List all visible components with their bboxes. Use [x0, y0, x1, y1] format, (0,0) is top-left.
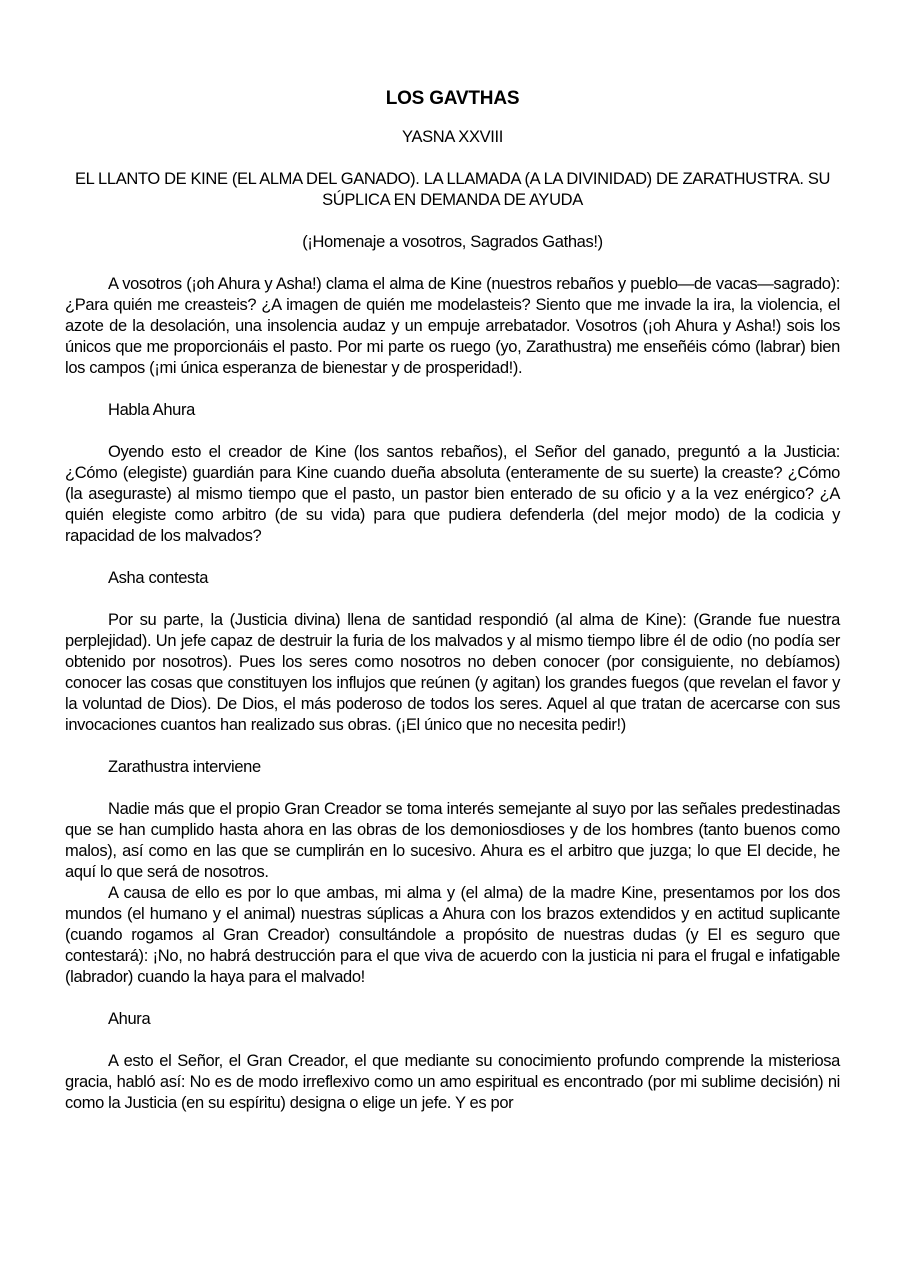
speaker-label-zarathustra-interviene: Zarathustra interviene: [108, 758, 261, 776]
document-page: [65, 86, 840, 1135]
invocation-line: (¡Homenaje a vosotros, Sagrados Gathas!): [302, 233, 603, 251]
speaker-label-habla-ahura: Habla Ahura: [108, 401, 195, 419]
paragraph-kine-lament: A vosotros (¡oh Ahura y Asha!) clama el alma de Kine (nuestros rebaños y pueblo—de vacas—sagrado): ¿Para quién me creasteis? ¿A imagen de quién me modelasteis? Siento que me invade la ira, la violencia, el azote de la desolación, una insolencia audaz y un empuje arrebatador. Vosotros (¡oh Ahura y Asha!) sois los únicos que me proporcionáis el pasto. Por mi parte os ruego (yo, Zarathustra) me enseñéis cómo (labrar) bien los campos (¡mi única esperanza de bienestar y de prosperidad!).: [65, 275, 840, 377]
paragraph-asha-answer: Por su parte, la (Justicia divina) llena de santidad respondió (al alma de Kine): (Grande fue nuestra perplejidad). Un jefe capaz de destruir la furia de los malvados y al mismo tiempo libre él de odio (no podía ser obtenido por nosotros). Pues los seres como nosotros no deben conocer (por consiguiente, no debíamos) conocer las cosas que constituyen los influjos que reúnen (y agitan) los grandes fuegos (que revelan el favor y la voluntad de Dios). De Dios, el más poderoso de todos los seres. Aquel al que tratan de acercarse con sus invocaciones cuantos han realizado sus obras. (¡El único que no necesita pedir!): [65, 611, 840, 734]
paragraph-ahura-question: Oyendo esto el creador de Kine (los santos rebaños), el Señor del ganado, preguntó a la Justicia: ¿Cómo (elegiste) guardián para Kine cuando dueña absoluta (enteramente de su suerte) la creaste? ¿Cómo (la aseguraste) al mismo tiempo que el pasto, un pastor bien enterado de su oficio y a la vez enérgico? ¿A quién elegiste como arbitro (de su vida) para que pudiera defenderla (del mejor modo) de la codicia y rapacidad de los malvados?: [65, 443, 840, 545]
document-title: LOS GAVTHAS: [385, 88, 520, 109]
paragraph-zarathustra-2: A causa de ello es por lo que ambas, mi alma y (el alma) de la madre Kine, presentamos por los dos mundos (el humano y el animal) nuestras súplicas a Ahura con los brazos extendidos y en actitud suplicante (cuando rogamos al Gran Creador) consultándole a propósito de nuestras dudas (y El es seguro que contestará): ¡No, no habrá destrucción para el que viva de acuerdo con la justicia ni para el frugal e infatigable (labrador) cuando la haya para el malvado!: [65, 884, 840, 986]
chapter-heading: YASNA XXVIII: [402, 128, 503, 146]
speaker-label-ahura: Ahura: [108, 1010, 151, 1028]
speaker-label-asha-contesta: Asha contesta: [108, 569, 209, 587]
paragraph-zarathustra-1: Nadie más que el propio Gran Creador se toma interés semejante al suyo por las señales predestinadas que se han cumplido hasta ahora en las obras de los demoniosdioses y de los hombres (tanto buenos como malos), así como en las que se cumplirán en lo sucesivo. Ahura es el arbitro que juzga; lo que El decide, he aquí lo que será de nosotros.: [65, 800, 840, 881]
paragraph-ahura-reply: A esto el Señor, el Gran Creador, el que mediante su conocimiento profundo comprende la misteriosa gracia, habló así: No es de modo irreflexivo como un amo espiritual es encontrado (por mi sublime decisión) ni como la Justicia (en su espíritu) designa o elige un jefe. Y es por: [65, 1052, 840, 1112]
chapter-subtitle: EL LLANTO DE KINE (EL ALMA DEL GANADO). LA LLAMADA (A LA DIVINIDAD) DE ZARATHUSTRA. SU SÚPLICA EN DEMANDA DE AYUDA: [74, 170, 831, 209]
